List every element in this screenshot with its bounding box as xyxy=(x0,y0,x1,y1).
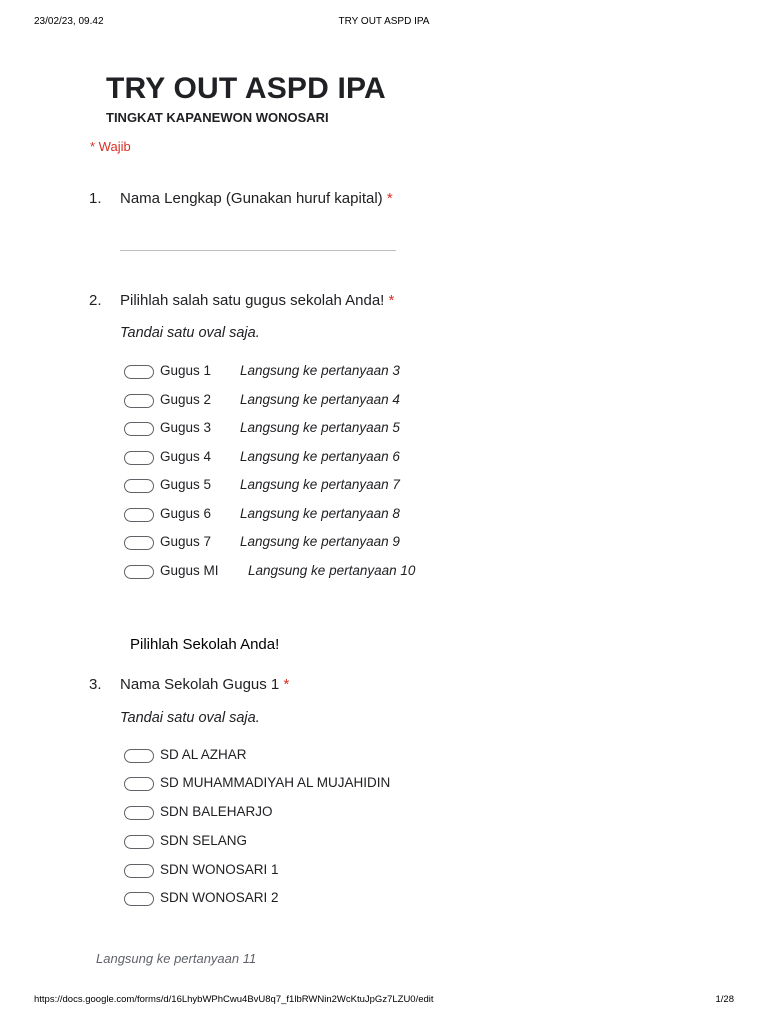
question-number: 2. xyxy=(89,292,102,309)
option-label: Gugus 5 xyxy=(160,477,212,492)
option-label: Gugus 3 xyxy=(160,420,212,435)
radio-oval[interactable] xyxy=(124,479,154,493)
radio-oval[interactable] xyxy=(124,835,154,849)
print-url: https://docs.google.com/forms/d/16LhybWPhCwu4BvU8q7_f1lbRWNin2WcKtuJpGz7LZU0/edit xyxy=(34,994,434,1005)
option-label: SDN WONOSARI 1 xyxy=(160,862,279,877)
option-goto: Langsung ke pertanyaan 8 xyxy=(240,506,400,521)
question-number: 1. xyxy=(89,190,102,207)
option-label: SDN SELANG xyxy=(160,833,248,848)
radio-oval[interactable] xyxy=(124,892,154,906)
question-hint: Tandai satu oval saja. xyxy=(120,325,260,341)
question-text: Pilihlah salah satu gugus sekolah Anda! xyxy=(120,292,385,309)
option-goto: Langsung ke pertanyaan 3 xyxy=(240,363,400,378)
option-label: Gugus MI xyxy=(160,563,219,578)
option-label: Gugus 1 xyxy=(160,363,212,378)
required-star: * xyxy=(283,676,290,693)
option-label: Gugus 2 xyxy=(160,392,212,407)
question-text: Nama Lengkap (Gunakan huruf kapital) xyxy=(120,190,383,207)
radio-oval[interactable] xyxy=(124,394,154,408)
full-name-input[interactable] xyxy=(120,250,396,251)
print-date: 23/02/23, 09.42 xyxy=(34,16,104,27)
option-goto: Langsung ke pertanyaan 7 xyxy=(240,477,400,492)
radio-oval[interactable] xyxy=(124,777,154,791)
radio-oval[interactable] xyxy=(124,565,154,579)
required-star: * xyxy=(386,190,393,207)
question-text: Nama Sekolah Gugus 1 xyxy=(120,676,280,693)
section-title: Pilihlah Sekolah Anda! xyxy=(130,636,280,653)
question-title xyxy=(120,676,289,693)
option-label: SD MUHAMMADIYAH AL MUJAHIDIN xyxy=(160,775,391,790)
option-goto: Langsung ke pertanyaan 9 xyxy=(240,534,400,549)
print-title: TRY OUT ASPD IPA xyxy=(338,16,430,27)
question-hint: Tandai satu oval saja. xyxy=(120,710,260,726)
option-goto: Langsung ke pertanyaan 4 xyxy=(240,392,400,407)
option-label: Gugus 7 xyxy=(160,534,212,549)
option-label: SDN WONOSARI 2 xyxy=(160,890,279,905)
option-label: SDN BALEHARJO xyxy=(160,804,273,819)
radio-oval[interactable] xyxy=(124,451,154,465)
question-number: 3. xyxy=(89,676,102,693)
option-label: Gugus 6 xyxy=(160,506,212,521)
page-number: 1/28 xyxy=(715,994,734,1005)
section-goto-note: Langsung ke pertanyaan 11 xyxy=(96,951,257,966)
option-goto: Langsung ke pertanyaan 10 xyxy=(248,563,416,578)
form-title: TRY OUT ASPD IPA xyxy=(106,72,386,105)
radio-oval[interactable] xyxy=(124,536,154,550)
radio-oval[interactable] xyxy=(124,749,154,763)
required-note: * Wajib xyxy=(90,139,131,154)
radio-oval[interactable] xyxy=(124,864,154,878)
radio-oval[interactable] xyxy=(124,806,154,820)
option-label: Gugus 4 xyxy=(160,449,212,464)
radio-oval[interactable] xyxy=(124,422,154,436)
option-goto: Langsung ke pertanyaan 5 xyxy=(240,420,400,435)
option-goto: Langsung ke pertanyaan 6 xyxy=(240,449,400,464)
radio-oval[interactable] xyxy=(124,508,154,522)
radio-oval[interactable] xyxy=(124,365,154,379)
required-star: * xyxy=(388,292,395,309)
option-label: SD AL AZHAR xyxy=(160,747,247,762)
form-subtitle: TINGKAT KAPANEWON WONOSARI xyxy=(106,110,329,125)
question-title xyxy=(120,190,393,207)
question-title xyxy=(120,292,394,309)
